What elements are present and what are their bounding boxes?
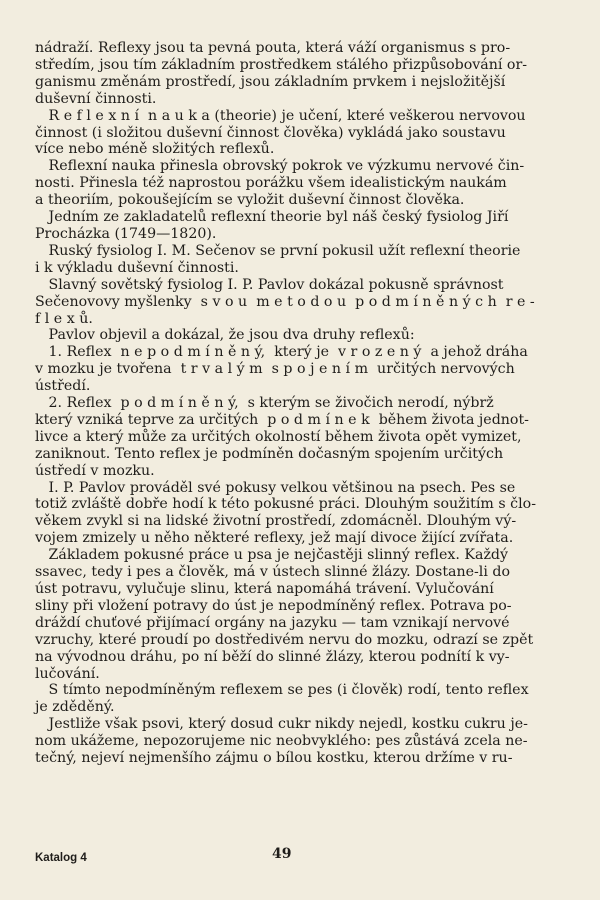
page-number: 49: [272, 846, 292, 862]
text-line: zaniknout. Tento reflex je podmíněn dočasným spojením určitých: [35, 445, 504, 462]
text-line: vzruchy, které proudí po dostředivém nervu do mozku, odrazí se zpět: [35, 631, 534, 648]
text-line: I. P. Pavlov prováděl své pokusy velkou většinou na psech. Pes se: [35, 479, 516, 496]
text-line: duševní činnosti.: [35, 90, 157, 107]
text-line: Slavný sovětský fysiolog I. P. Pavlov dokázal pokusně správnost: [35, 276, 504, 293]
text-line: f l e x ů.: [35, 310, 93, 327]
text-line: Jedním ze zakladatelů reflexní theorie byl náš český fysiolog Jiří: [35, 209, 509, 226]
text-line: 1. Reflex n e p o d m í n ě n ý, který je v r o z e n ý a jehož dráha: [35, 344, 528, 361]
text-line: 2. Reflex p o d m í n ě n ý, s kterým se živočich nerodí, nýbrž: [35, 395, 494, 412]
text-line: nosti. Přinesla též naprostou porážku všem idealistickým naukám: [35, 175, 507, 192]
text-line: Pavlov objevil a dokázal, že jsou dva druhy reflexů:: [35, 327, 415, 344]
text-line: Sečenovovy myšlenky s v o u m e t o d o u p o d m í n ě n ý c h r e -: [35, 293, 535, 310]
text-line: ganismu změnám prostředí, jsou základním prvkem i nejsložitější: [35, 73, 506, 90]
text-line: S tímto nepodmíněným reflexem se pes (i člověk) rodí, tento reflex: [35, 682, 529, 699]
text-line: tečný, nejeví nejmenšího zájmu o bílou kostku, kterou držíme v ru-: [35, 750, 513, 767]
text-line: totiž zvláště dobře hodí k této pokusné práci. Dlouhým soužitím s člo-: [35, 496, 536, 513]
text-line: i k výkladu duševní činnosti.: [35, 259, 239, 276]
text-line: činnost (i složitou duševní činnost člověka) vykládá jako soustavu: [35, 124, 506, 141]
text-line: nádraží. Reflexy jsou ta pevná pouta, která váží organismus s pro-: [35, 40, 511, 56]
text-line: livce a který může za určitých okolností během života opět vymizet,: [35, 428, 522, 445]
text-line: Ruský fysiolog I. M. Sečenov se první pokusil užít reflexní theorie: [35, 242, 521, 259]
text-line: věkem zvykl si na lidské životní prostředí, zdomácněl. Dlouhým vý-: [35, 513, 517, 530]
text-line: dráždí chuťové přijímací orgány na jazyku — tam vznikají nervové: [35, 614, 510, 631]
text-line: je zděděný.: [35, 699, 115, 716]
text-line: lučování.: [35, 665, 100, 682]
text-line: více nebo méně složitých reflexů.: [35, 141, 275, 158]
text-line: nom ukážeme, nepozorujeme nic neobvyklého: pes zůstává zcela ne-: [35, 733, 528, 750]
text-line: v mozku je tvořena t r v a l ý m s p o j e n í m určitých nervových: [35, 361, 515, 378]
text-line: ústředí.: [35, 378, 91, 395]
text-line: na vývodnou dráhu, po ní běží do slinné žlázy, kterou podnítí k vy-: [35, 648, 510, 665]
footer-signature: Katalog 4: [35, 852, 87, 864]
text-line: R e f l e x n í n a u k a (theorie) je učení, které veškerou nervovou: [35, 107, 526, 124]
text-line: ssavec, tedy i pes a člověk, má v ústech slinné žlázy. Dostane-li do: [35, 564, 511, 581]
text-line: a theoriím, pokoušejícím se vyložit duševní činnost člověka.: [35, 192, 465, 209]
text-line: Reflexní nauka přinesla obrovský pokrok ve výzkumu nervové čin-: [35, 158, 525, 175]
text-line: Základem pokusné práce u psa je nejčastěji slinný reflex. Každý: [35, 547, 509, 564]
text-line: Procházka (1749—1820).: [35, 225, 217, 242]
text-line: středím, jsou tím základním prostředkem stálého přizpůsobování or-: [35, 56, 528, 73]
text-line: úst potravu, vylučuje slinu, která napomáhá trávení. Vylučování: [35, 581, 494, 597]
body-text: [35, 40, 549, 767]
text-line: Jestliže však psovi, který dosud cukr nikdy nejedl, kostku cukru je-: [35, 716, 528, 733]
text-line: vojem zmizely u něho některé reflexy, jež mají divoce žijící zvířata.: [35, 530, 514, 547]
text-line: sliny při vložení potravy do úst je nepodmíněný reflex. Potrava po-: [35, 597, 512, 614]
text-line: který vzniká teprve za určitých p o d m í n e k během života jednot-: [35, 411, 529, 428]
text-line: ústředí v mozku.: [35, 462, 155, 479]
